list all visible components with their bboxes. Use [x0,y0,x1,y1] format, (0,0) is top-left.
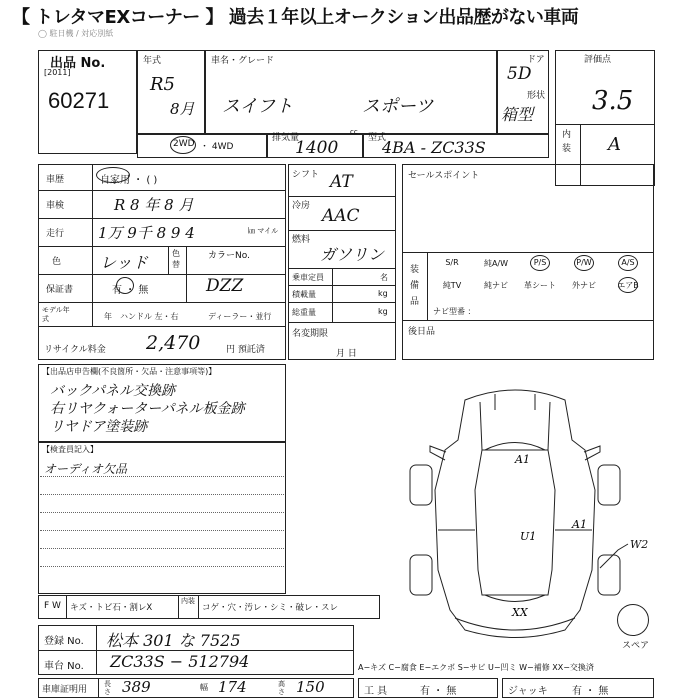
jack-value: 有 ・ 無 [572,686,609,697]
length-value: 389 [122,678,151,696]
banner-title: 【 トレタマEXコーナー 】 過去１年以上オークション出品歴がない車両 [12,7,579,28]
car-damage-diagram [400,380,630,650]
tools-label: 工 具 [364,686,388,697]
navi-label: ナビ型番 ： [433,307,476,316]
width-value: 174 [218,678,247,696]
gross-label: 総重量 [292,308,316,317]
grade: スポーツ [362,96,434,117]
inspector-label: 【検査員記入】 [42,445,98,454]
cc-value: 1400 [295,138,339,158]
model-year-unit: 年 [104,312,112,321]
width-label: 幅 [200,683,208,692]
inspector-value: オーディオ欠品 [44,462,128,476]
lot-label: 出品 No. [50,56,106,71]
lot-stamp: [2011] [44,68,71,77]
equip-item: P/W [576,258,592,267]
dealer-label: ディーラー・並行 [208,312,272,321]
score-value: 3.5 [592,86,634,116]
equip-item: エアB [617,281,639,290]
top-faint-label: ◯ 駐日機 / 対応別紙 [38,29,114,38]
equip-circle-mark [530,255,550,271]
recycle-value: 2,470 [146,332,201,354]
mark-rear: XX [512,606,528,619]
fw-label: F W [44,601,61,611]
auction-sheet [0,30,700,700]
doors-value: 5D [507,64,532,84]
chassis-label: 車台 No. [44,661,84,672]
equip-circle-mark [574,255,594,271]
lot-number: 60271 [48,88,110,113]
length-label: 長さ [104,680,111,696]
mileage-value: 1万 9千 8 9 4 [98,224,195,242]
drive-2wd: 2WD [173,139,195,149]
equip-item: S/R [445,258,459,267]
mileage-label: 走行 [46,229,65,239]
tools-value: 有 ・ 無 [420,686,457,697]
capacity-label: 乗車定員 [292,273,324,282]
cc-unit: cc [350,128,358,136]
equip-item: 革シート [524,281,556,290]
model-year-label: モデル年式 [42,306,70,323]
model-label: 車名・グレード [211,56,275,66]
doors-label: ドア [527,55,545,65]
color-value: レッド [100,253,148,272]
equip-circle-mark [618,277,638,293]
shift-label: シフト [292,170,320,180]
body-label: 形状 [527,91,546,101]
capacity-unit: 名 [380,273,388,282]
model-name: スイフト [222,96,294,117]
handle-label: ハンドル 左・右 [120,312,179,321]
load-label: 積載量 [292,290,316,299]
inspect-label: 車検 [46,201,65,211]
mark-center: U1 [520,530,537,543]
mark-outside: W2 [630,538,649,551]
gross-unit: kg [378,307,388,316]
fw-text: キズ・トビ石・割レX [70,603,153,613]
mark-front: A1 [515,453,530,466]
notes-line-2: 右リヤクォーターパネル板金跡 [50,401,245,417]
chassis-value: ZC33S − 512794 [110,652,250,671]
history-label: 車歴 [46,175,65,185]
cert-label: 車庫証明用 [42,685,88,695]
recycle-label: リサイクル料金 [44,345,106,355]
body-value: 箱型 [501,105,534,124]
rear-seat-label: 後日品 [408,327,436,337]
height-value: 150 [296,678,325,696]
year-era: R5 [150,74,176,95]
reg-label: 登録 No. [44,636,84,647]
equip-item: 純TV [442,281,462,290]
name-change-value: 月 日 [336,349,357,359]
color-no-label: カラーNo. [208,251,250,261]
reg-value: 松本 301 な 7525 [106,631,241,650]
height-label: 高さ [278,680,285,696]
sales-label: セールスポイント [408,171,480,181]
equip-item: A/S [621,258,635,267]
year-month: 8月 [170,100,195,118]
recycle-unit: 円 預託済 [226,345,265,355]
equip-item: 純ナビ [484,281,508,290]
color-change-label: 色替 [172,249,180,269]
interior-label: 内装 [562,130,572,154]
notes-line-1: バックパネル交換跡 [50,383,176,399]
jack-label: ジャッキ [508,686,548,697]
interior-value: A [608,134,621,155]
load-unit: kg [378,289,388,298]
type-value: 4BA - ZC33S [382,138,486,157]
equip-item: P/S [533,258,547,267]
notes-line-3: リヤドア塗装跡 [50,419,148,435]
history-value: 自家用 ・ ( ) [100,175,158,186]
mark-right-side: A1 [572,518,587,531]
spare-label: スペア [622,641,650,651]
notes-label: 【出品店申告欄(不良箇所・欠品・注意事項等)】 [42,367,217,376]
equip-label: 装備品 [410,265,420,307]
warranty-label: 保証書 [46,285,74,295]
damage-codes: A−キズ C−腐食 E−エクボ S−サビ U−凹ミ W−補修 XX−交換済 [358,663,594,672]
drive-4wd: ・ 4WD [200,142,234,152]
equip-item: 純A/W [483,259,509,268]
inner-label: 内装 [181,597,195,605]
type-label: 型式 [368,133,387,143]
ac-value: AAC [322,206,360,226]
inspect-value: R 8 年 8 月 [114,196,194,214]
shift-value: AT [330,172,353,192]
score-label: 評価点 [584,55,612,65]
color-label: 色 [52,257,62,267]
inner-text: コゲ・穴・汚レ・シミ・破レ・スレ [202,603,339,613]
mileage-unit: ㎞ マイル [248,227,279,235]
color-no-value: DZZ [206,276,244,296]
ac-label: 冷房 [292,201,311,211]
equip-circle-mark [618,255,638,271]
warranty-value: 有 ・ 無 [112,285,149,296]
equip-item: 外ナビ [572,281,596,290]
fuel-label: 燃料 [292,235,311,245]
year-label: 年式 [143,56,162,66]
name-change-label: 名変期限 [292,329,329,339]
spare-tire-icon [617,604,649,636]
fuel-value: ガソリン [320,245,385,264]
cc-label: 排気量 [272,133,300,143]
